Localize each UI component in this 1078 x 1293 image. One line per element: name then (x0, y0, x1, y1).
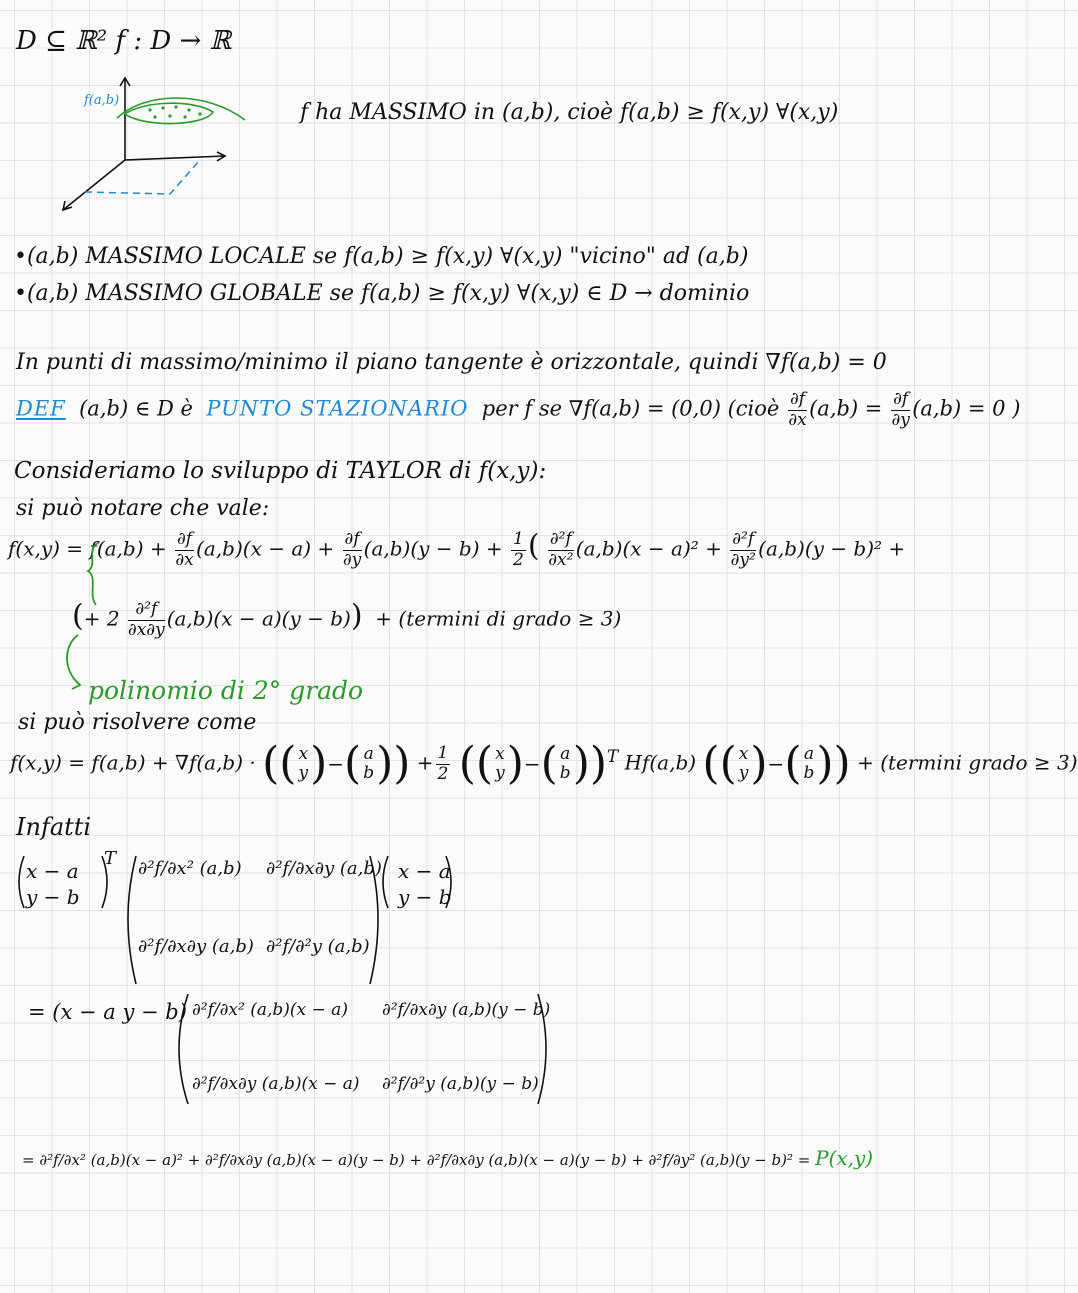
hessian-m12: ∂²f/∂x∂y (a,b) (266, 858, 382, 879)
def-text-b: per f se ∇f(a,b) = (0,0) (cioè (481, 396, 780, 421)
matrix-form-tail: + (termini grado ≥ 3) (857, 750, 1078, 775)
matrix-form-lhs: f(x,y) = f(a,b) + ∇f(a,b) · (10, 750, 256, 775)
d1y-fraction: $\frac{\partial f}{\partial y}$ (342, 529, 362, 570)
matrix-half-fraction: $\frac{1}{2}$ (437, 742, 449, 784)
global-max-line (14, 283, 749, 305)
taylor-expansion-line2: (+ 2 $\frac{\text{∂²f}}{\partial x\partial y}$ (a,b)(x − a)(y − b)) + (termini di grado ≥ 3) (72, 598, 622, 640)
hessian-left-vector: ( ( x y ) − ( a b ) ) (458, 738, 608, 789)
taylor-t2: (a,b)(y − b) + (363, 536, 503, 561)
taylor-line2-b: (a,b)(x − a)(y − b) (166, 606, 351, 631)
domain-line: D ⊆ ℝ² f : D → ℝ (16, 26, 232, 56)
infatti-title: Infatti (16, 813, 92, 841)
def-label: DEF (16, 396, 66, 421)
stationary-def-line (16, 390, 1020, 430)
taylor-note: si può notare che vale: (16, 496, 270, 521)
hessian-m21: ∂²f/∂x∂y (a,b) (138, 936, 254, 957)
infatti-vector-right: x − a y − b (398, 859, 452, 909)
hessian-label: Hf(a,b) (624, 750, 697, 775)
transpose-mark: T (607, 746, 619, 766)
final-expansion (22, 1148, 873, 1168)
def-mid-a: (a,b) = (809, 396, 883, 421)
partial-y-fraction: $\frac{\partial f}{\partial y}$ (891, 389, 910, 430)
partial-x-fraction: $\frac{\partial f}{\partial x}$ (788, 389, 807, 430)
hessian-right-vector: ( ( x y ) − ( a b ) ) (702, 738, 851, 789)
result-polynomial: P(x,y) (815, 1146, 874, 1170)
infatti-vector-left: x − a y − b (26, 859, 80, 909)
dxy-fraction: $\frac{\text{∂²f}}{\partial x\partial y}$ (127, 599, 165, 640)
polynomial-brace (58, 535, 118, 695)
taylor-t3: (a,b)(x − a)² + (575, 536, 722, 561)
taylor-t1: (a,b)(x − a) + (196, 536, 335, 561)
y-axis (125, 156, 225, 160)
product-n22: ∂²f/∂²y (a,b)(y − b) (382, 1074, 539, 1094)
projection-square (85, 160, 200, 194)
d2y-fraction: $\frac{\text{∂²f}}{\text{∂y²}}$ (730, 529, 756, 570)
taylor-lhs: f(x,y) = (8, 536, 84, 561)
product-n12: ∂²f/∂x∂y (a,b)(y − b) (382, 1000, 551, 1020)
figure-label: f(a,b) (84, 93, 120, 108)
half-fraction: $\frac{1}{2}$ (512, 529, 524, 570)
polynomial-note: polinomio di 2° grado (88, 676, 364, 705)
gradient-vector-diff: ( ( x y ) − ( a b ) ) (262, 738, 411, 789)
taylor-expansion-line1: f(x,y) = f(a,b) + $\frac{\partial f}{\partial x}$ (a,b)(x − a) + $\frac{\partial f}{\partial y}$ (a,b)(y − b) + $\frac{1}{2}$ ( $\frac{\text{∂²f}}{\text{∂x²}}$ (a,b)(x − a)² + $\frac{\text{∂²f}}{\text{∂y²}}$ (a,b)(y − b)² + (8, 528, 906, 570)
product-n11: ∂²f/∂x² (a,b)(x − a) (192, 1000, 348, 1020)
max-definition: f ha MASSIMO in (a,b), cioè f(a,b) ≥ f(x,y) ∀(x,y) (300, 100, 839, 125)
hessian-m22: ∂²f/∂²y (a,b) (266, 936, 370, 957)
global-max-text: •(a,b) MASSIMO GLOBALE se f(a,b) ≥ f(x,y) ∀(x,y) ∈ D (14, 281, 628, 306)
local-max-line: •(a,b) MASSIMO LOCALE se f(a,b) ≥ f(x,y) ∀(x,y) "vicino" ad (a,b) (14, 244, 749, 269)
tangent-plane-line: In punti di massimo/minimo il piano tangente è orizzontale, quindi ∇f(a,b) = 0 (16, 350, 887, 375)
taylor-intro: Consideriamo lo sviluppo di TAYLOR di f(x,y): (14, 458, 547, 484)
matrix-form-line: f(x,y) = f(a,b) + ∇f(a,b) · ( ( x y ) − ( a b ) ) + $\frac{1}{2}$ ( ( x y ) − ( a b ) ) $^T$ Hf(a,b) ( ( x y ) − ( a b ) ) + (termini grado ≥ 3) (10, 738, 1078, 789)
hessian-m11: ∂²f/∂x² (a,b) (138, 858, 242, 879)
def-mid-b: (a,b) = 0 ) (912, 396, 1021, 421)
d2x-fraction: $\frac{\text{∂²f}}{\text{∂x²}}$ (548, 529, 574, 570)
hessian-matrix (138, 858, 382, 988)
taylor-line2-c: + (termini di grado ≥ 3) (375, 606, 622, 631)
infatti-row2-prefix: = (x − a y − b) (28, 1000, 187, 1024)
infatti-transpose: T (104, 848, 117, 869)
product-n21: ∂²f/∂x∂y (a,b)(x − a) (192, 1074, 360, 1094)
taylor-line2-a: + 2 (83, 606, 120, 631)
matrix-form-intro: si può risolvere come (18, 710, 257, 735)
d1x-fraction: $\frac{\partial f}{\partial x}$ (175, 529, 194, 570)
def-text-a: (a,b) ∈ D è (79, 396, 193, 421)
taylor-t0: f(a,b) + (89, 536, 167, 561)
product-matrix (192, 1000, 551, 1110)
taylor-t4: (a,b)(y − b)² + (758, 536, 906, 561)
final-sum: = ∂²f/∂x² (a,b)(x − a)² + ∂²f/∂x∂y (a,b)(x − a)(y − b) + ∂²f/∂x∂y (a,b)(x − a)(y − b) + ∂²f/∂y² (a,b)(y − b)² = (22, 1151, 811, 1169)
x-axis (63, 160, 125, 210)
domain-note: → dominio (627, 281, 750, 306)
stationary-term: PUNTO STAZIONARIO (206, 396, 469, 421)
